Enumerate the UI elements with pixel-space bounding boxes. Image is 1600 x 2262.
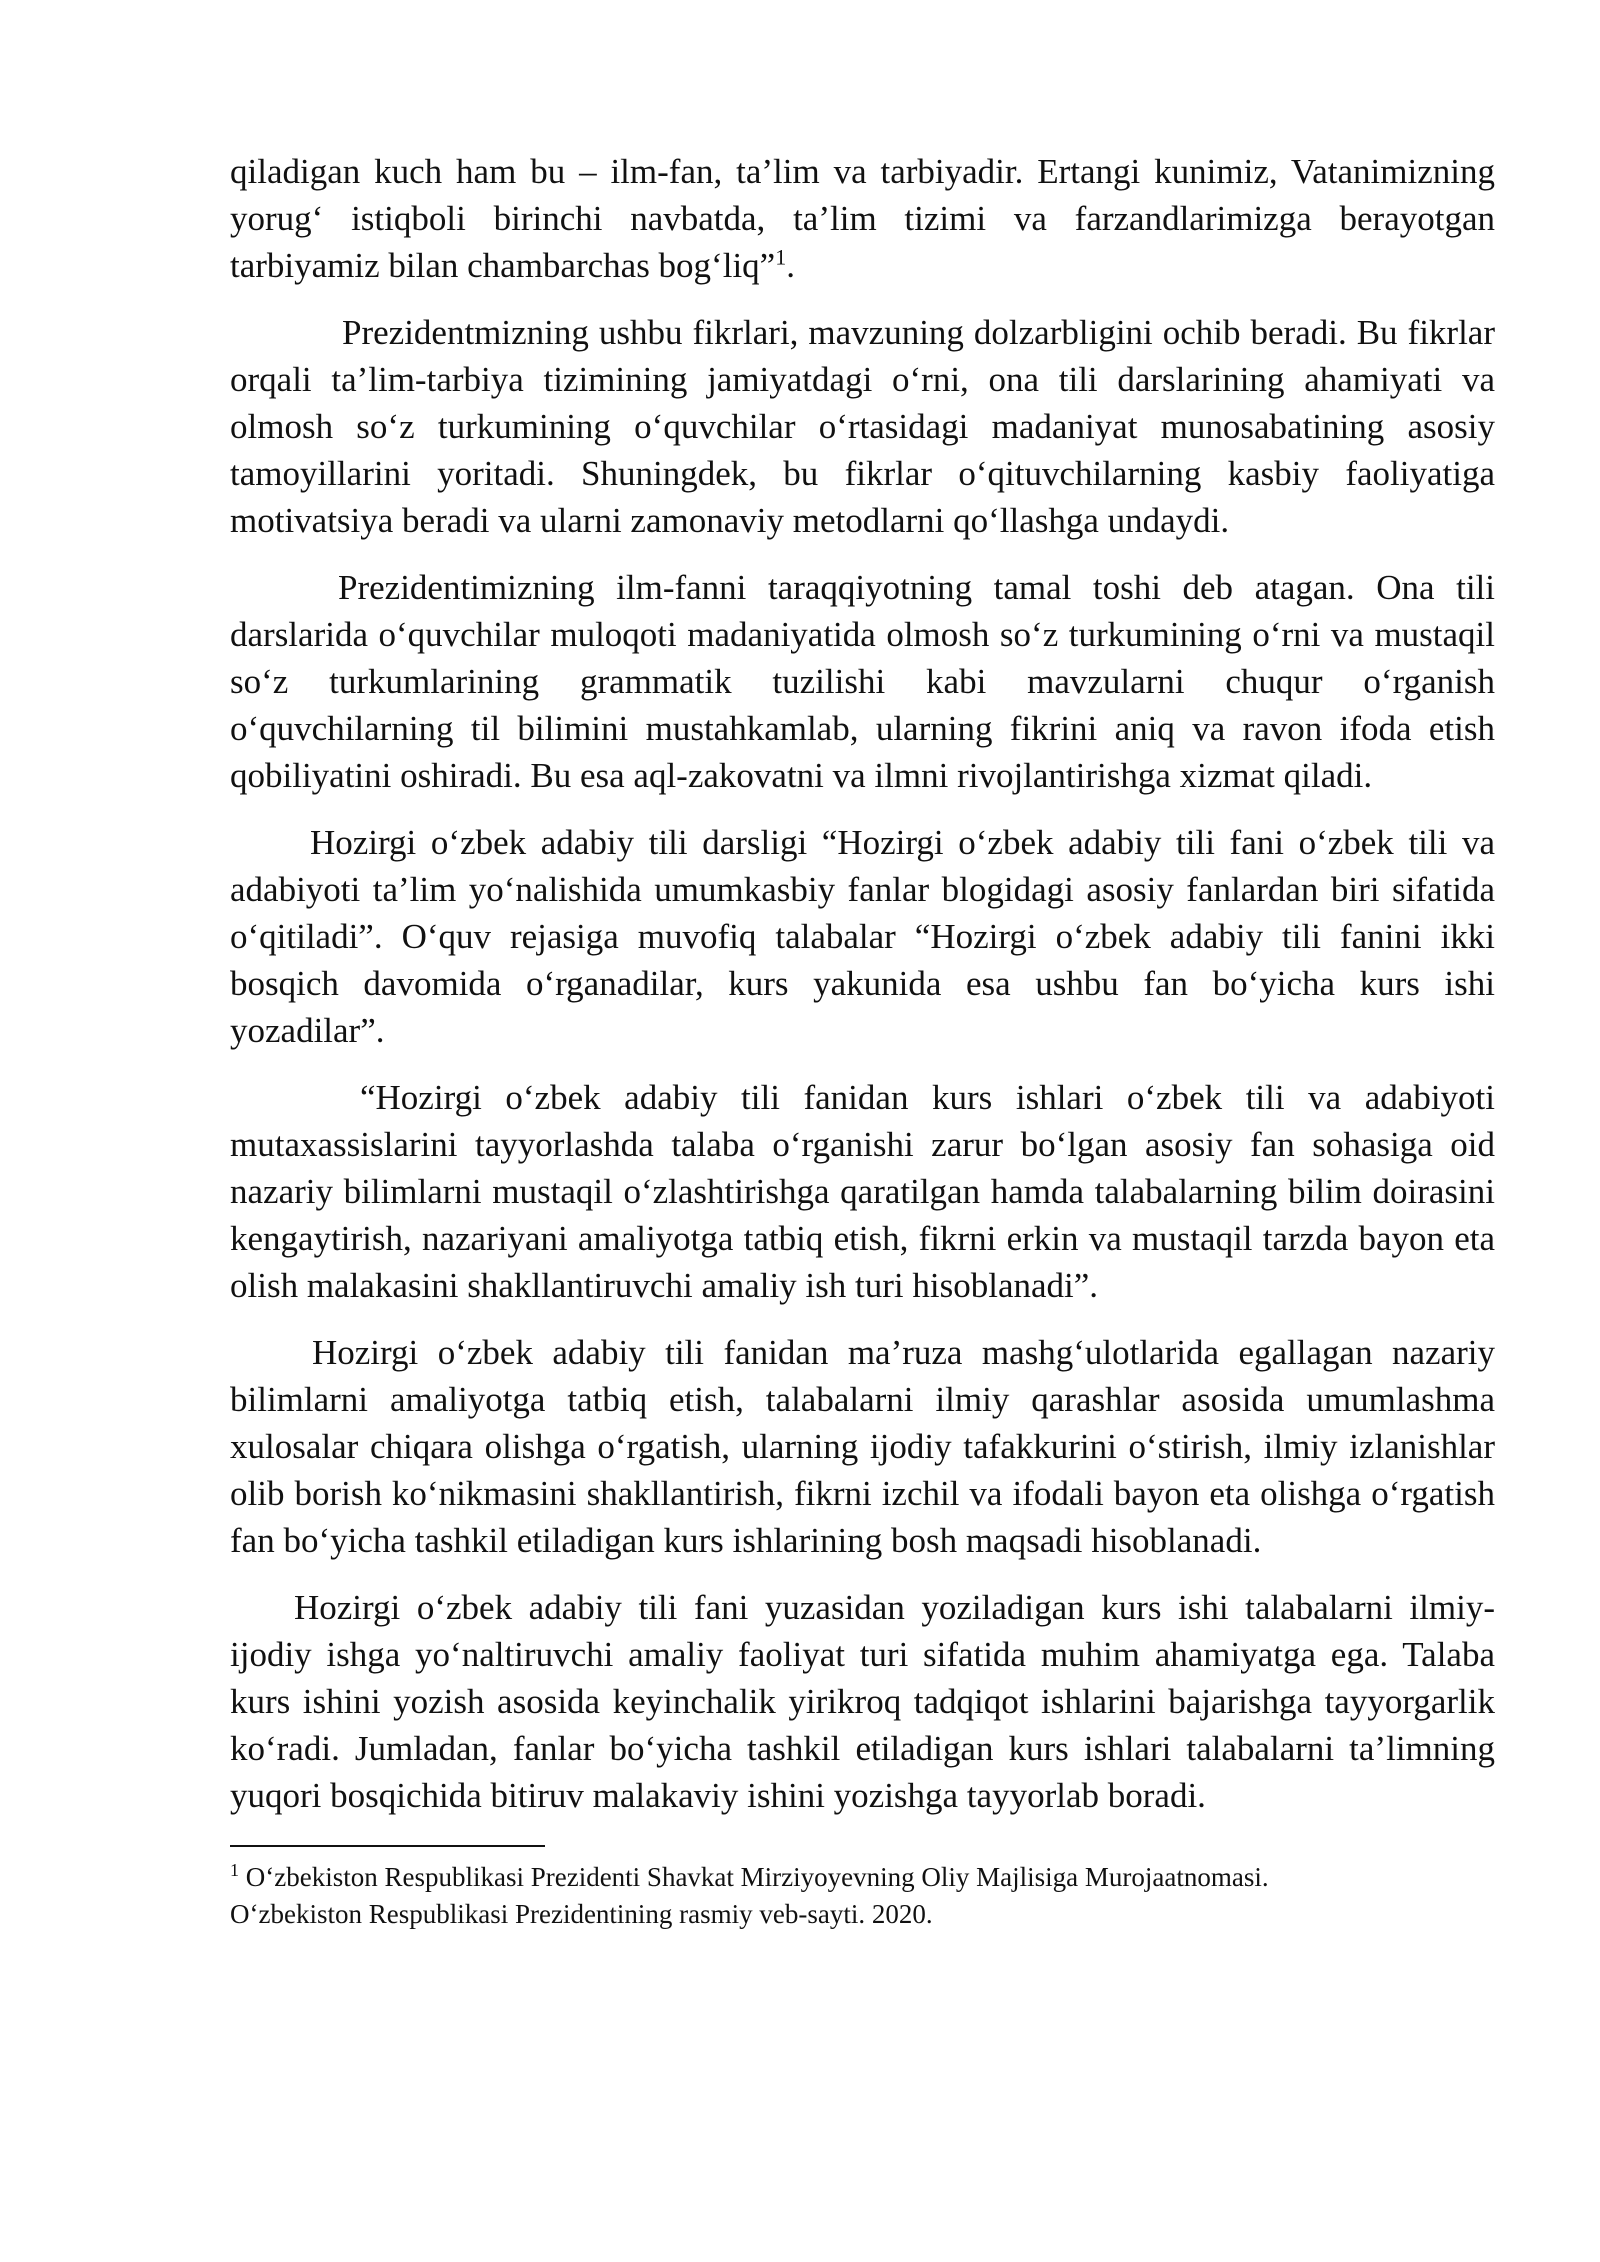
footnote-line-1: O‘zbekiston Respublikasi Prezidenti Shavkat Mirziyoyevning Oliy Majlisiga Murojaatnomasi.: [239, 1862, 1269, 1892]
paragraph-3: Prezidentimizning ilm-fanni taraqqiyotning tamal toshi deb atagan. Ona tili darslarida o‘quvchilar muloqoti madaniyatida olmosh so‘z turkumining o‘rni va mustaqil so‘z turkumlarining grammatik tuzilishi kabi mavzularni chuqur o‘rganish o‘quvchilarning til bilimini mustahkamlab, ularning fikrini aniq va ravon ifoda etish qobiliyatini oshiradi. Bu esa aql-zakovatni va ilmni rivojlantirishga xizmat qiladi.: [230, 568, 1495, 795]
paragraph-1: [230, 148, 1495, 289]
paragraph-5: “Hozirgi o‘zbek adabiy tili fanidan kurs ishlari o‘zbek tili va adabiyoti mutaxassislarini tayyorlashda talaba o‘rganishi zarur bo‘lgan asosiy fan sohasiga oid nazariy bilimlarni mustaqil o‘zlashtirishga qaratilgan hamda talabalarning bilim doirasini kengaytirish, nazariyani amaliyotga tatbiq etish, fikrni erkin va mustaqil tarzda bayon eta olish malakasini shakllantiruvchi amaliy ish turi hisoblanadi”.: [230, 1078, 1495, 1305]
footnote-reference[interactable]: 1: [775, 244, 787, 270]
paragraph-4: Hozirgi o‘zbek adabiy tili darsligi “Hozirgi o‘zbek adabiy tili fani o‘zbek tili va adabiyoti ta’lim yo‘nalishida umumkasbiy fanlar blogidagi asosiy fanlardan biri sifatida o‘qitiladi”. O‘quv rejasiga muvofiq talabalar “Hozirgi o‘zbek adabiy tili fanini ikki bosqich davomida o‘rganadilar, kurs yakunida esa ushbu fan bo‘yicha kurs ishi yozadilar”.: [230, 823, 1495, 1050]
footnote-line-2: O‘zbekiston Respublikasi Prezidentining rasmiy veb-sayti. 2020.: [230, 1899, 933, 1929]
footnote-divider: [230, 1845, 545, 1847]
document-page: [230, 148, 1495, 1933]
footnote-marker: 1: [230, 1860, 239, 1880]
paragraph-1-text: qiladigan kuch ham bu – ilm-fan, ta’lim va tarbiyadir. Ertangi kunimiz, Vatanimizning yorug‘ istiqboli birinchi navbatda, ta’lim tizimi va farzandlarimizga berayotgan tarbiyamiz bilan chambarchas bog‘liq”: [230, 152, 1495, 285]
paragraph-7: Hozirgi o‘zbek adabiy tili fani yuzasidan yoziladigan kurs ishi talabalarni ilmiy-ijodiy ishga yo‘naltiruvchi amaliy faoliyat turi sifatida muhim ahamiyatga ega. Talaba kurs ishini yozish asosida keyinchalik yirikroq tadqiqot ishlarini bajarishga tayyorgarlik ko‘radi. Jumladan, fanlar bo‘yicha tashkil etiladigan kurs ishlari talabalarni ta’limning yuqori bosqichida bitiruv malakaviy ishini yozishga tayyorlab boradi.: [230, 1588, 1495, 1815]
paragraph-2: Prezidentmizning ushbu fikrlari, mavzuning dolzarbligini ochib beradi. Bu fikrlar orqali ta’lim-tarbiya tizimining jamiyatdagi o‘rni, ona tili darslarining ahamiyati va olmosh so‘z turkumining o‘quvchilar o‘rtasidagi madaniyat munosabatining asosiy tamoyillarini yoritadi. Shuningdek, bu fikrlar o‘qituvchilarning kasbiy faoliyatiga motivatsiya beradi va ularni zamonaviy metodlarni qo‘llashga undaydi.: [230, 313, 1495, 540]
paragraph-1-end: .: [786, 246, 795, 285]
footnote: [230, 1859, 1495, 1933]
paragraph-6: Hozirgi o‘zbek adabiy tili fanidan ma’ruza mashg‘ulotlarida egallagan nazariy bilimlarni amaliyotga tatbiq etish, talabalarni ilmiy qarashlar asosida umumlashma xulosalar chiqara olishga o‘rgatish, ularning ijodiy tafakkurini o‘stirish, ilmiy izlanishlar olib borish ko‘nikmasini shakllantirish, fikrni izchil va ifodali bayon eta olishga o‘rgatish fan bo‘yicha tashkil etiladigan kurs ishlarining bosh maqsadi hisoblanadi.: [230, 1333, 1495, 1560]
